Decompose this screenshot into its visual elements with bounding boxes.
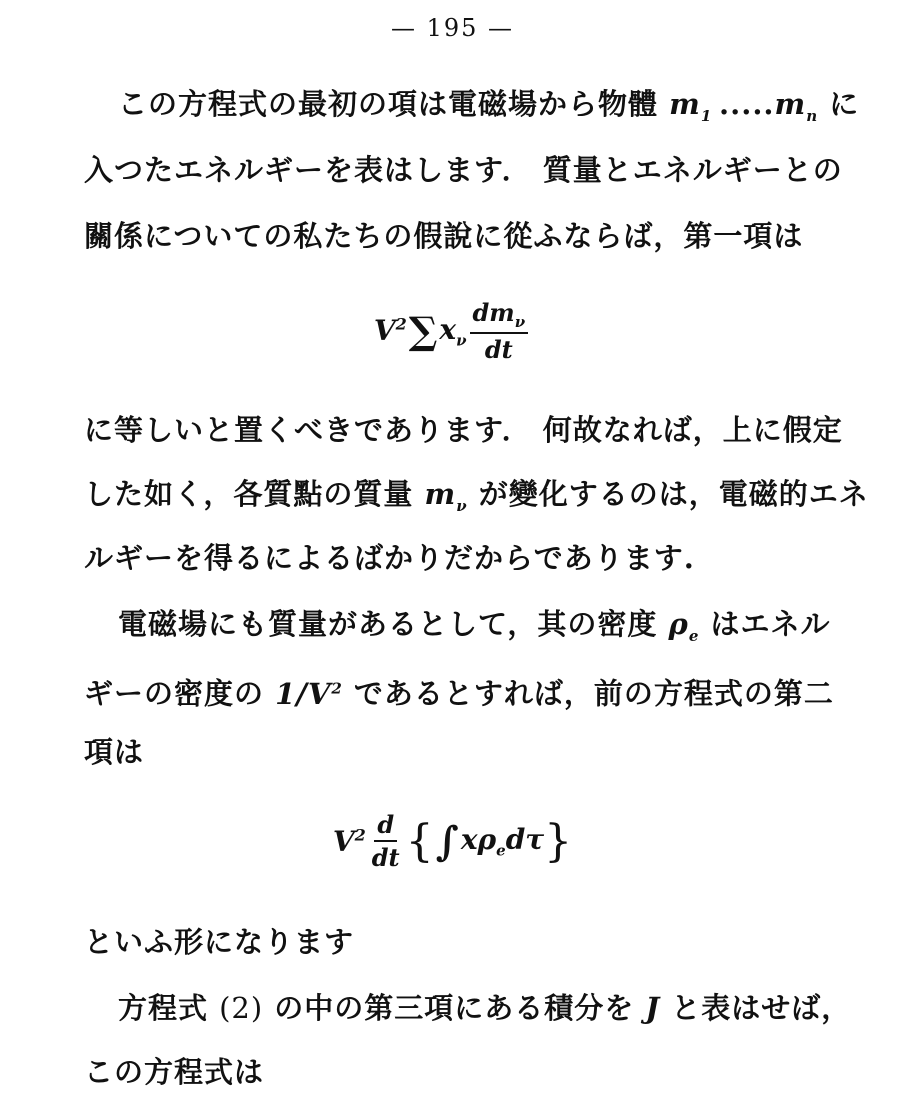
paragraph-2-line-3: ルギーを得るによるばかりだからであります.	[84, 541, 695, 575]
paragraph-3-line-2	[84, 670, 834, 712]
paragraph-3-line-3: 項は	[84, 735, 145, 769]
eq2-integrand: $x\rho_ed\tau$	[460, 822, 545, 860]
paragraph-2-line-1: に等しいと置くべきであります． 何故なれば，上に假定	[84, 413, 843, 447]
paragraph-4-line-1: といふ形になります	[84, 925, 355, 959]
left-brace: {	[405, 815, 434, 867]
equation-reference: (2)	[219, 991, 264, 1025]
equation-1	[0, 298, 905, 364]
integral-symbol: ∫	[435, 817, 459, 865]
eq1-denominator: dt	[484, 334, 513, 364]
eq1-V: $V^2$	[373, 314, 407, 348]
text-segment: はエネル	[699, 607, 831, 641]
paragraph-3-line-1	[118, 606, 831, 654]
math-m1: $m_1$	[669, 87, 713, 125]
text-segment: と表はせば，	[660, 991, 852, 1025]
eq2-denominator: dt	[371, 843, 400, 872]
text-dots: .....	[712, 87, 775, 121]
math-rho-e: $\rho_e$	[668, 607, 700, 645]
math-J: J	[645, 991, 661, 1025]
paragraph-5-line-1	[118, 990, 852, 1026]
paragraph-5-line-2: この方程式は	[84, 1055, 265, 1089]
right-brace: }	[544, 815, 573, 867]
text-segment: の中の第三項にある積分を	[263, 991, 646, 1025]
text-segment: した如く，各質點の質量	[84, 477, 425, 511]
text-segment: が變化するのは，電磁的エネ	[467, 477, 869, 511]
paragraph-1-line-3: 關係についての私たちの假說に從ふならば，第一項は	[84, 219, 804, 253]
eq2-fraction	[369, 810, 403, 872]
text-segment: に	[829, 87, 860, 121]
paragraph-2-line-2	[84, 476, 869, 524]
text-segment: ギーの密度の	[84, 676, 276, 711]
eq1-numerator: $dm_\nu$	[470, 298, 529, 334]
math-mn: $m_n$	[774, 87, 819, 125]
math-m-nu: $m_\nu$	[424, 477, 468, 515]
page-number: — 195 —	[390, 14, 515, 42]
eq2-V: $V^2$	[332, 824, 366, 858]
equation-2	[0, 810, 905, 872]
math-one-over-v2: $1/V^2$	[275, 676, 343, 711]
sigma-symbol: ∑	[408, 308, 438, 354]
paragraph-1-line-2: 入つたエネルギーを表はします． 質量とエネルギーとの	[84, 153, 843, 187]
eq2-numerator: d	[374, 810, 397, 842]
text-segment: この方程式の最初の項は電磁場から物體	[118, 87, 659, 121]
eq1-fraction	[470, 298, 529, 364]
text-segment: であるとすれば，前の方程式の第二	[342, 676, 834, 711]
eq1-x: $x_\nu$	[439, 312, 467, 350]
paragraph-1-line-1	[118, 86, 860, 134]
text-segment: 電磁場にも質量があるとして，其の密度	[118, 607, 669, 641]
text-segment: 方程式	[118, 991, 220, 1025]
